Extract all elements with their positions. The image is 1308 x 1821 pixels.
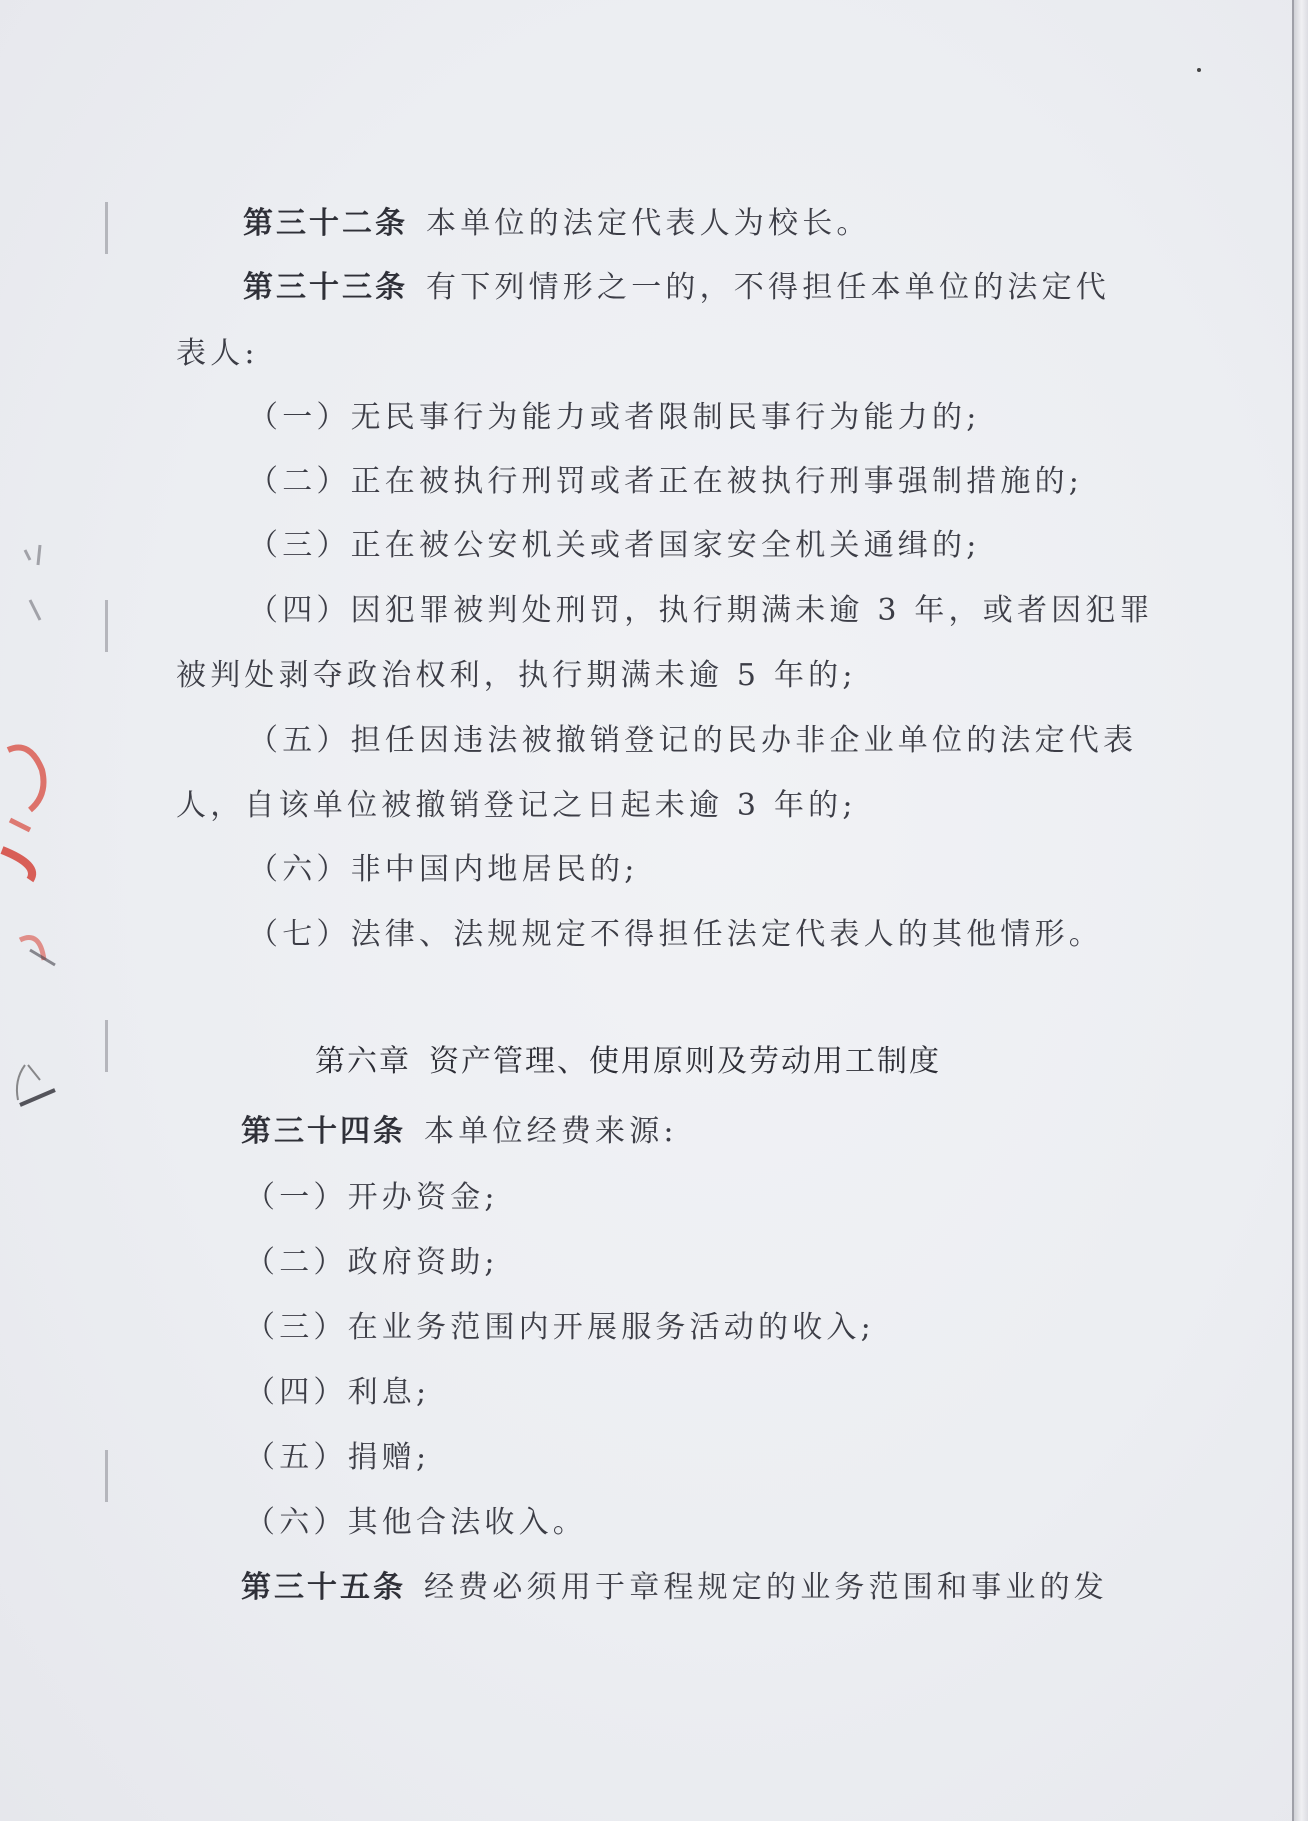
list-item: （四）利息; bbox=[245, 1375, 431, 1410]
list-item: （四）因犯罪被判处刑罚，执行期满未逾 3 年，或者因犯罪 bbox=[248, 593, 1154, 628]
article-label: 第三十三条 bbox=[243, 270, 408, 305]
article-text: 经费必须用于章程规定的业务范围和事业的发 bbox=[424, 1570, 1108, 1605]
article-33-continuation: 表人: bbox=[176, 336, 259, 371]
article-label: 第三十五条 bbox=[241, 1570, 406, 1605]
margin-mark bbox=[105, 202, 108, 254]
list-item: （一）开办资金; bbox=[245, 1180, 499, 1215]
list-item: （一）无民事行为能力或者限制民事行为能力的; bbox=[248, 400, 981, 435]
article-text: 有下列情形之一的，不得担任本单位的法定代 bbox=[426, 270, 1110, 305]
list-item: （二）正在被执行刑罚或者正在被执行刑事强制措施的; bbox=[248, 464, 1084, 499]
list-item: （五）捐赠; bbox=[245, 1440, 431, 1475]
list-item: （三）正在被公安机关或者国家安全机关通缉的; bbox=[248, 528, 981, 563]
article-35 bbox=[241, 1562, 1108, 1606]
margin-mark bbox=[105, 1450, 108, 1502]
chapter-number: 第六章 bbox=[315, 1044, 411, 1079]
list-item: （二）政府资助; bbox=[245, 1245, 499, 1280]
page-edge-shadow bbox=[1292, 0, 1308, 1821]
ink-dot bbox=[1197, 68, 1201, 72]
margin-mark bbox=[105, 600, 108, 652]
article-text: 本单位的法定代表人为校长。 bbox=[426, 206, 871, 241]
article-33 bbox=[243, 262, 1110, 306]
list-item: （六）其他合法收入。 bbox=[245, 1505, 587, 1540]
article-label: 第三十二条 bbox=[243, 206, 408, 241]
margin-mark bbox=[105, 1020, 108, 1072]
list-item-continuation: 被判处剥夺政治权利，执行期满未逾 5 年的; bbox=[176, 658, 857, 693]
list-item: （五）担任因违法被撤销登记的民办非企业单位的法定代表 bbox=[248, 723, 1138, 758]
article-32 bbox=[243, 198, 871, 242]
list-item: （六）非中国内地居民的; bbox=[248, 852, 639, 887]
chapter-heading bbox=[315, 1036, 941, 1080]
article-text: 本单位经费来源: bbox=[424, 1114, 678, 1149]
article-label: 第三十四条 bbox=[241, 1114, 406, 1149]
red-seal-fragment bbox=[0, 520, 80, 1200]
chapter-title: 资产管理、使用原则及劳动用工制度 bbox=[429, 1044, 941, 1079]
article-34 bbox=[241, 1106, 678, 1150]
list-item: （七）法律、法规规定不得担任法定代表人的其他情形。 bbox=[248, 917, 1103, 952]
list-item-continuation: 人，自该单位被撤销登记之日起未逾 3 年的; bbox=[176, 788, 857, 823]
list-item: （三）在业务范围内开展服务活动的收入; bbox=[245, 1310, 875, 1345]
